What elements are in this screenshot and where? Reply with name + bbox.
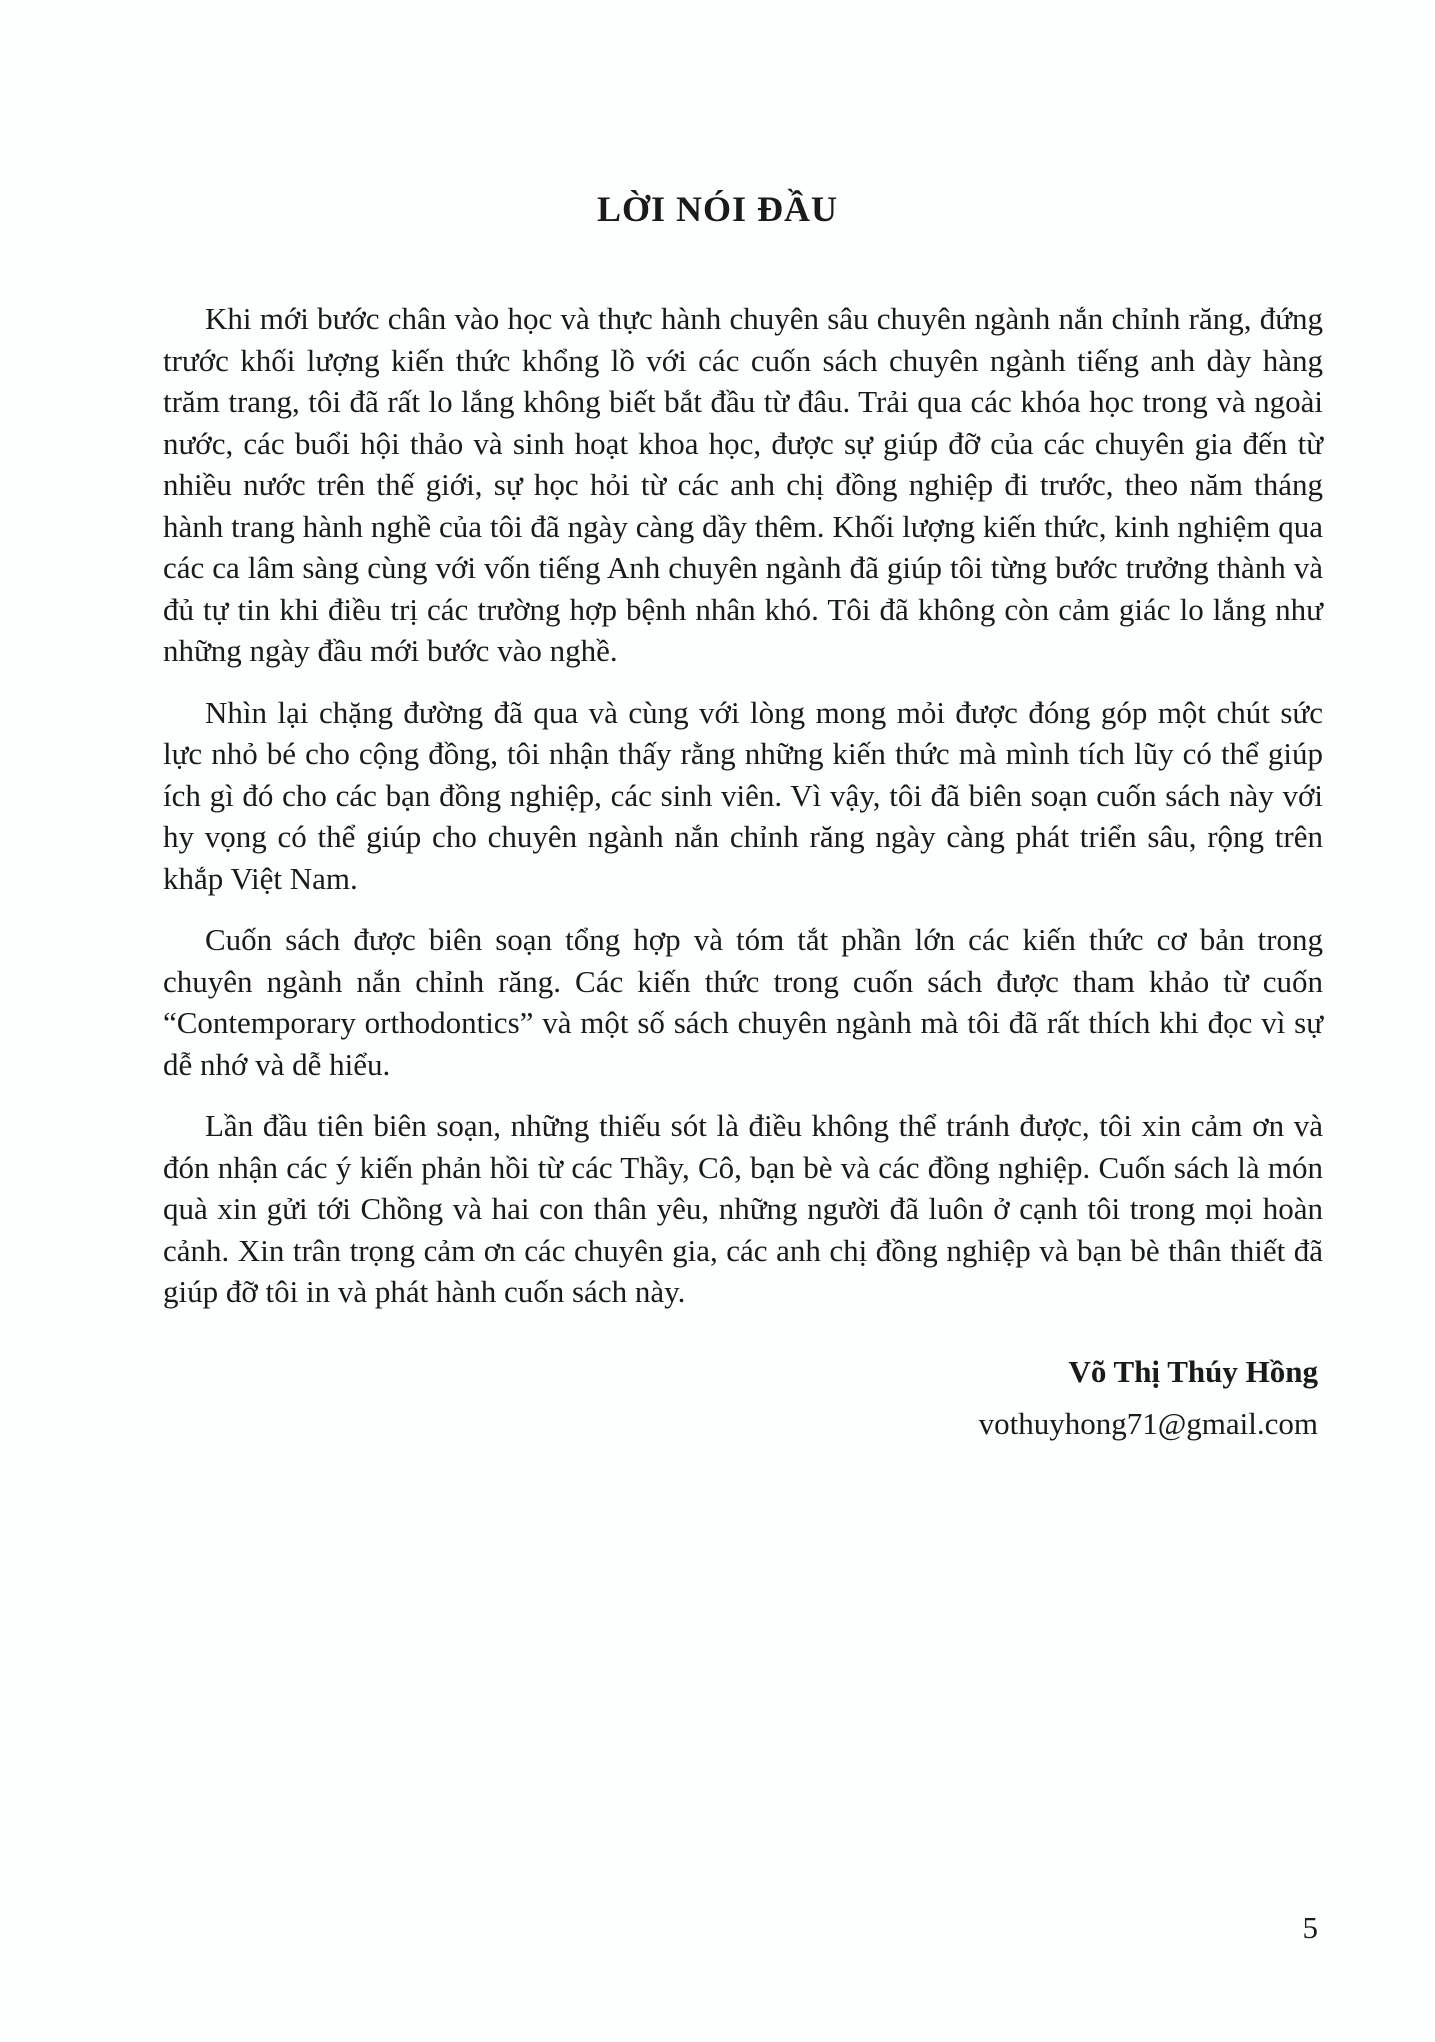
author-name: Võ Thị Thúy Hồng	[1068, 1354, 1318, 1389]
page-number: 5	[1302, 1910, 1318, 1945]
paragraph-3: Cuốn sách được biên soạn tổng hợp và tóm tắt phần lớn các kiến thức cơ bản trong chuyên ngành nắn chỉnh răng. Các kiến thức trong cuốn sách được tham khảo từ cuốn “Contemporary orthodontics” và một số sách chuyên ngành mà tôi đã rất thích khi đọc vì sự dễ nhớ và dễ hiểu.	[163, 922, 1323, 1082]
paragraph-1: Khi mới bước chân vào học và thực hành chuyên sâu chuyên ngành nắn chỉnh răng, đứng trước khối lượng kiến thức khổng lồ với các cuốn sách chuyên ngành tiếng anh dày hàng trăm trang, tôi đã rất lo lắng không biết bắt đầu từ đâu. Trải qua các khóa học trong và ngoài nước, các buổi hội thảo và sinh hoạt khoa học, được sự giúp đỡ của các chuyên gia đến từ nhiều nước trên thế giới, sự học hỏi từ các anh chị đồng nghiệp đi trước, theo năm tháng hành trang hành nghề của tôi đã ngày càng dầy thêm. Khối lượng kiến thức, kinh nghiệm qua các ca lâm sàng cùng với vốn tiếng Anh chuyên ngành đã giúp tôi từng bước trưởng thành và đủ tự tin khi điều trị các trường hợp bệnh nhân khó. Tôi đã không còn cảm giác lo lắng như những ngày đầu mới bước vào nghề.	[163, 301, 1323, 668]
page-title: LỜI NÓI ĐẦU	[596, 189, 839, 229]
paragraph-4: Lần đầu tiên biên soạn, những thiếu sót là điều không thể tránh được, tôi xin cảm ơn và đón nhận các ý kiến phản hồi từ các Thầy, Cô, bạn bè và các đồng nghiệp. Cuốn sách là món quà xin gửi tới Chồng và hai con thân yêu, những người đã luôn ở cạnh tôi trong mọi hoàn cảnh. Xin trân trọng cảm ơn các chuyên gia, các anh chị đồng nghiệp và bạn bè thân thiết đã giúp đỡ tôi in và phát hành cuốn sách này.	[163, 1108, 1323, 1309]
paragraph-2: Nhìn lại chặng đường đã qua và cùng với lòng mong mỏi được đóng góp một chút sức lực nhỏ bé cho cộng đồng, tôi nhận thấy rằng những kiến thức mà mình tích lũy có thể giúp ích gì đó cho các bạn đồng nghiệp, các sinh viên. Vì vậy, tôi đã biên soạn cuốn sách này với hy vọng có thể giúp cho chuyên ngành nắn chỉnh răng ngày càng phát triển sâu, rộng trên khắp Việt Nam.	[163, 694, 1323, 896]
author-email: vothuyhong71@gmail.com	[978, 1406, 1318, 1441]
preface-body	[163, 298, 1323, 1333]
signature-block	[979, 1346, 1318, 1450]
